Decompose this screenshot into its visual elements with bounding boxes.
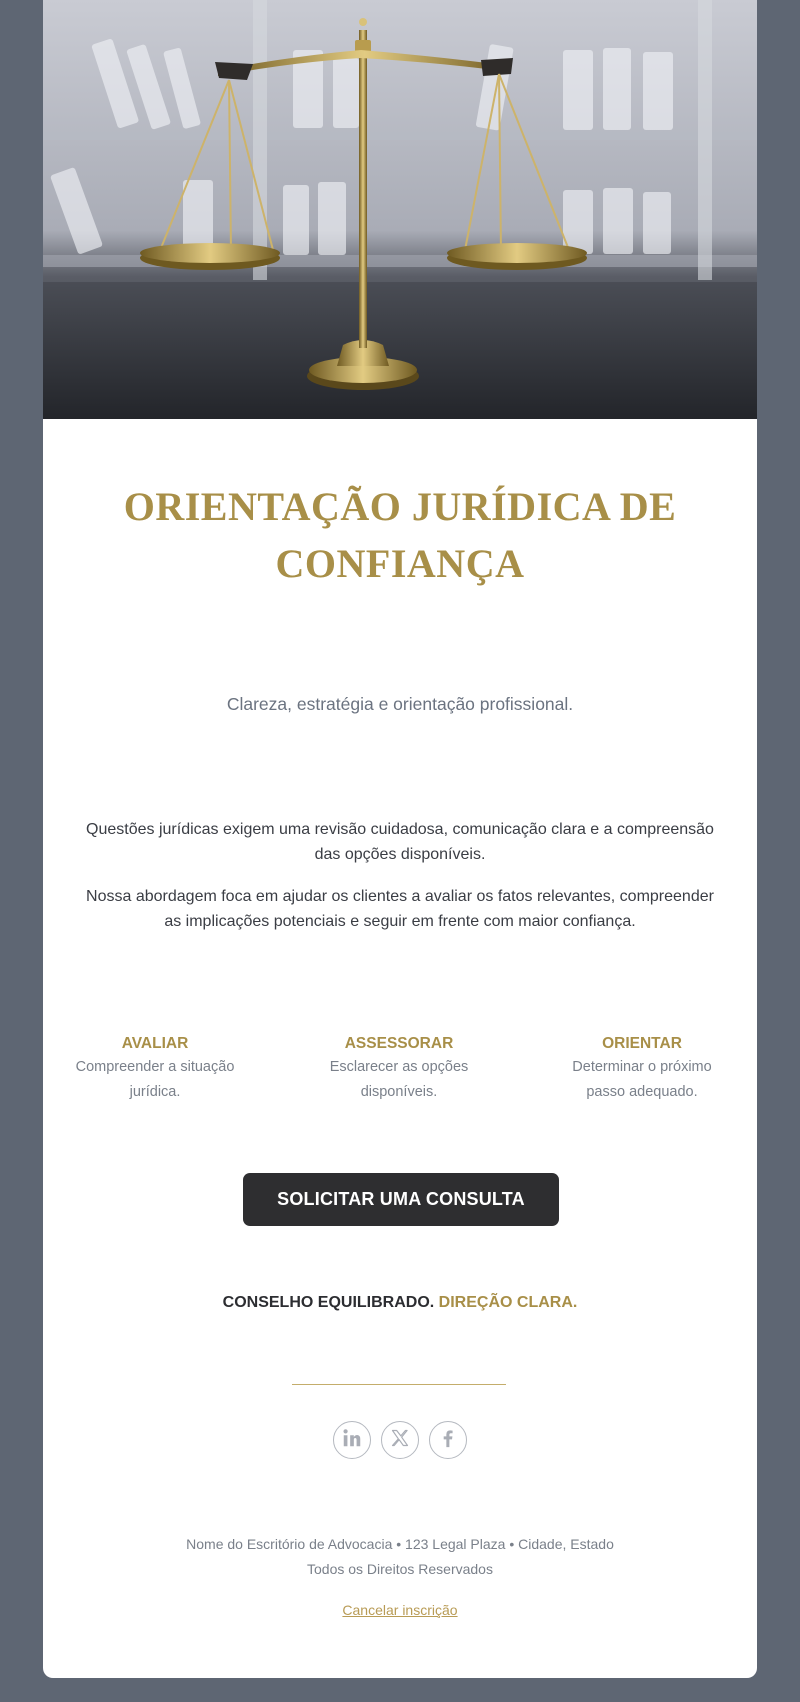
feature-description: Esclarecer as opções disponíveis. bbox=[329, 1059, 469, 1100]
feature-description: Determinar o próximo passo adequado. bbox=[572, 1059, 712, 1100]
tagline-part-2: DIREÇÃO CLARA. bbox=[438, 1294, 578, 1311]
feature-title: ASSESSORAR bbox=[344, 1035, 454, 1052]
feature-assessorar bbox=[299, 1033, 499, 1105]
footer-address: Nome do Escritório de Advocacia • 123 Legal Plaza • Cidade, Estado bbox=[186, 1536, 614, 1552]
email-card bbox=[43, 0, 757, 1678]
page-title bbox=[43, 478, 757, 592]
title-line-2: CONFIANÇA bbox=[275, 541, 525, 586]
feature-title: ORIENTAR bbox=[602, 1035, 682, 1052]
linkedin-link[interactable] bbox=[333, 1421, 371, 1459]
tagline-part-1: CONSELHO EQUILIBRADO. bbox=[222, 1294, 435, 1311]
facebook-link[interactable] bbox=[429, 1421, 467, 1459]
divider bbox=[292, 1384, 506, 1385]
unsubscribe-link[interactable]: Cancelar inscrição bbox=[342, 1602, 458, 1618]
tagline bbox=[43, 1294, 757, 1312]
social-links bbox=[43, 1421, 757, 1459]
feature-description: Compreender a situação jurídica. bbox=[75, 1059, 235, 1100]
request-consultation-button[interactable]: SOLICITAR UMA CONSULTA bbox=[243, 1173, 559, 1226]
title-line-1: ORIENTAÇÃO JURÍDICA DE bbox=[123, 484, 677, 529]
subtitle: Clareza, estratégia e orientação profissional. bbox=[226, 694, 574, 714]
x-icon bbox=[390, 1428, 410, 1453]
x-link[interactable] bbox=[381, 1421, 419, 1459]
intro-paragraph: Questões jurídicas exigem uma revisão cuidadosa, comunicação clara e a compreensão das opções disponíveis. bbox=[86, 821, 714, 863]
hero-image bbox=[43, 0, 757, 419]
features-row bbox=[43, 1033, 757, 1113]
feature-title: AVALIAR bbox=[121, 1035, 189, 1052]
facebook-icon bbox=[437, 1427, 459, 1454]
linkedin-icon bbox=[341, 1427, 363, 1454]
feature-orientar bbox=[542, 1033, 742, 1105]
approach-paragraph: Nossa abordagem foca em ajudar os clientes a avaliar os fatos relevantes, compreender as implicações potenciais e seguir em frente com maior confiança. bbox=[86, 888, 714, 930]
footer-rights: Todos os Direitos Reservados bbox=[307, 1561, 493, 1577]
feature-avaliar bbox=[55, 1033, 255, 1105]
